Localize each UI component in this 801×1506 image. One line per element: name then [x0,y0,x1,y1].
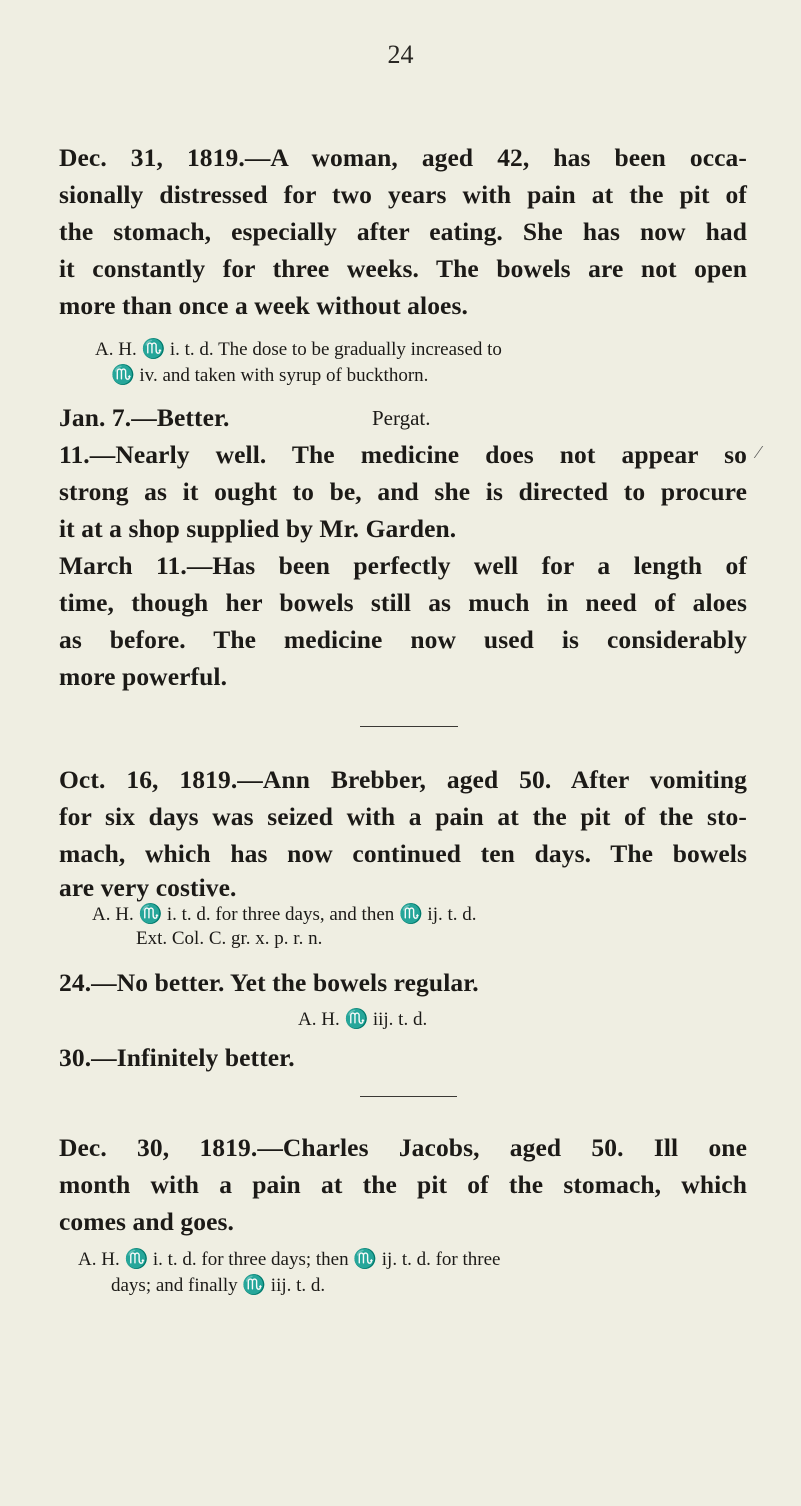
case-3-line-2: month with a pain at the pit of the stomach, which [59,1170,747,1199]
case-3-prescription-line-2: days; and finally ♏ iij. t. d. [111,1275,326,1296]
case-1-line-2: sionally distressed for two years with pain at the pit of [59,180,747,209]
case-3-line-3: comes and goes. [59,1207,235,1236]
case-2-line-2: for six days was seized with a pain at the pit of the sto- [59,802,747,831]
case-1-line-1: Dec. 31, 1819.—A woman, aged 42, has been occa- [59,143,747,172]
margin-mark: ⁄ [757,442,761,462]
case-2-prescription-line-2: Ext. Col. C. gr. x. p. r. n. [136,928,323,949]
case-1-followup-line-2: strong as it ought to be, and she is directed to procure [59,477,747,506]
case-1-followup-line-5: time, though her bowels still as much in need of aloes [59,588,747,617]
case-2-line-4: are very costive. [59,873,237,902]
case-3-line-1: Dec. 30, 1819.—Charles Jacobs, aged 50. Ill one [59,1133,747,1162]
case-2-line-1: Oct. 16, 1819.—Ann Brebber, aged 50. After vomiting [59,765,747,794]
section-divider-2 [360,1096,457,1097]
case-2-followup-30: 30.—Infinitely better. [59,1043,295,1072]
case-2-line-3: mach, which has now continued ten days. The bowels [59,839,747,868]
case-2-prescription-line-1: A. H. ♏ i. t. d. for three days, and then ♏ ij. t. d. [92,904,477,925]
case-1-line-3: the stomach, especially after eating. She has now had [59,217,747,246]
case-1-prescription-line-1: A. H. ♏ i. t. d. The dose to be gradually increased to [95,339,502,360]
case-1-followup-line-1: 11.—Nearly well. The medicine does not appear so [59,440,747,469]
case-1-line-5: more than once a week without aloes. [59,291,468,320]
case-1-followup-jan: Jan. 7.—Better. [59,403,230,432]
page-number: 24 [387,40,414,69]
section-divider-1 [360,726,458,727]
case-1-followup-line-4: March 11.—Has been perfectly well for a length of [59,551,747,580]
case-1-followup-line-6: as before. The medicine now used is considerably [59,625,747,654]
case-2-followup-24-rx: A. H. ♏ iij. t. d. [298,1009,428,1030]
case-2-followup-24: 24.—No better. Yet the bowels regular. [59,968,479,997]
case-1-followup-jan-rx: Pergat. [372,406,431,430]
case-1-line-4: it constantly for three weeks. The bowels are not open [59,254,747,283]
case-1-followup-line-3: it at a shop supplied by Mr. Garden. [59,514,457,543]
case-3-prescription-line-1: A. H. ♏ i. t. d. for three days; then ♏ ij. t. d. for three [78,1249,501,1270]
case-1-followup-line-7: more powerful. [59,662,228,691]
case-1-prescription-line-2: ♏ iv. and taken with syrup of buckthorn. [111,365,429,386]
